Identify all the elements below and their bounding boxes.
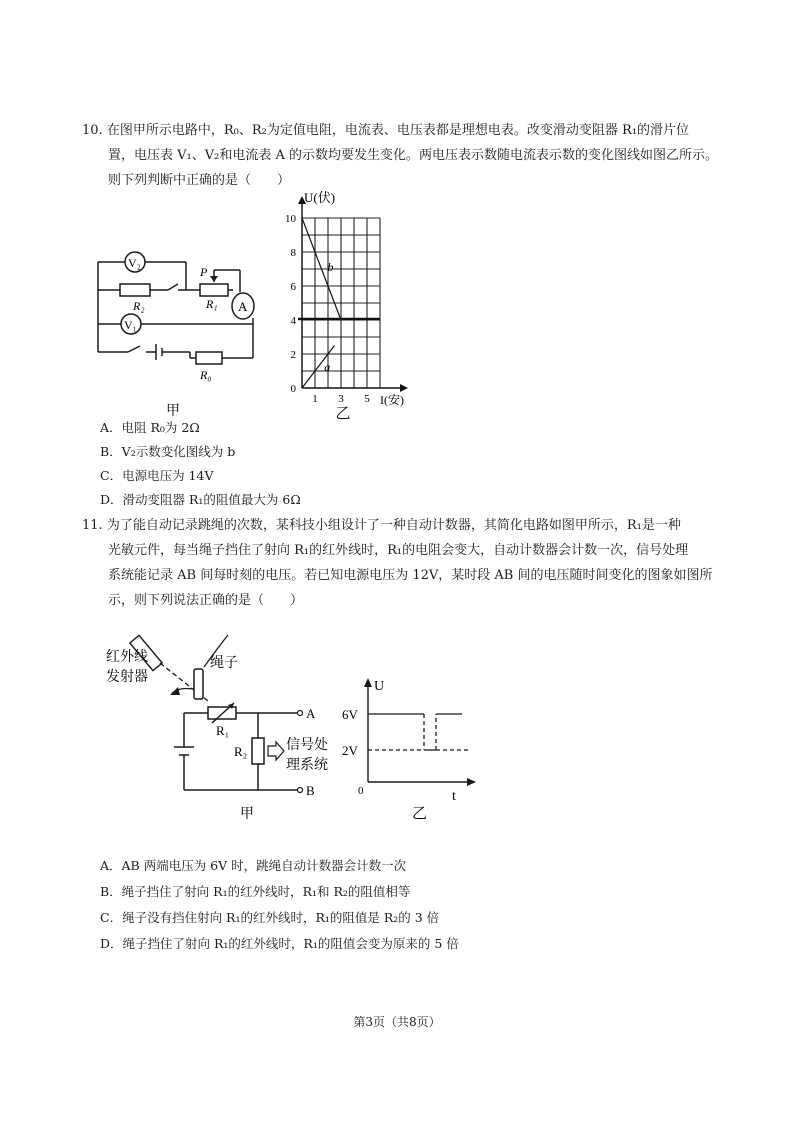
y-tick-label: 8	[290, 247, 296, 259]
q11-graph-caption: 乙	[412, 806, 428, 822]
emitter-label-2: 发射器	[106, 670, 148, 685]
q11-line1: 为了能自动记录跳绳的次数，某科技小组设计了一种自动计数器，其简化电路如图甲所示，R₁是一种	[106, 518, 681, 533]
q11-circuit-caption: 甲	[240, 807, 254, 822]
terminal-b-label: B	[306, 783, 315, 798]
page-footer: 第3页（共8页）	[353, 1015, 441, 1029]
signal-label-2: 理系统	[286, 758, 328, 773]
q11-r2-label: R₂	[234, 744, 248, 759]
ut-waveform	[368, 714, 468, 750]
origin-label: 0	[358, 785, 364, 797]
q11-option-d[interactable]: D．绳子挡住了射向 R₁的红外线时，R₁的阻值会变为原来的 5 倍	[100, 936, 459, 951]
q11-option-c[interactable]: C．绳子没有挡住射向 R₁的红外线时，R₁的阻值是 R₂的 3 倍	[100, 910, 440, 925]
v1-label: V₁	[124, 318, 137, 332]
q11-circuit-diagram	[100, 625, 340, 825]
q10-line3: 则下列判断中正确的是（ ）	[108, 173, 291, 188]
slider-arrow-icon	[210, 276, 218, 282]
y-tick-label: 6	[290, 281, 296, 293]
chart-grid	[298, 218, 380, 388]
q11-ut-graph	[340, 672, 480, 822]
q10-text	[82, 118, 732, 193]
y-tick-label: 4	[290, 315, 296, 327]
ammeter-label: A	[238, 299, 248, 314]
q11-line4: 示，则下列说法正确的是（ ）	[108, 593, 304, 608]
x-axis-label: I(安)	[380, 393, 404, 407]
q11-options	[100, 858, 459, 962]
x-tick-label: 1	[312, 393, 318, 405]
q11-line3: 系统能记录 AB 间每时刻的电压。若已知电源电压为 12V，某时段 AB 间的电压随时间变化的图象如图所	[108, 568, 713, 583]
signal-arrow-icon	[268, 742, 284, 760]
emitter-label-1: 红外线	[106, 650, 148, 665]
u-axis-label: U	[374, 679, 385, 694]
rope-label: 绳子	[210, 656, 238, 671]
signal-label-1: 信号处	[286, 738, 328, 753]
y-axis-label: U(伏)	[304, 190, 336, 205]
low-voltage-label: 2V	[342, 743, 358, 758]
y-tick-label: 10	[285, 213, 296, 225]
q10-line1: 在图甲所示电路中，R₀、R₂为定值电阻，电流表、电压表都是理想电表。改变滑动变阻器 R₁的滑片位	[106, 123, 689, 138]
y-tick-label: 0	[290, 383, 296, 395]
terminal-b	[298, 788, 303, 793]
q10-circuit-diagram	[88, 240, 273, 420]
q11-number: 11.	[82, 518, 103, 533]
x-tick-label: 3	[338, 393, 344, 405]
q11-line2: 光敏元件，每当绳子挡住了射向 R₁的红外线时，R₁的电阻会变大，自动计数器会计数一次，信号处理	[108, 543, 689, 558]
x-tick-label: 5	[364, 393, 370, 405]
q10-option-b[interactable]: B．V₂示数变化图线为 b	[100, 444, 236, 459]
q10-options	[100, 420, 301, 516]
q10-line2: 置，电压表 V₁、V₂和电流表 A 的示数均要发生变化。两电压表示数随电流表示数的变化图线如图乙所示。	[108, 148, 718, 163]
q10-number: 10.	[82, 123, 103, 138]
q11-option-b[interactable]: B．绳子挡住了射向 R₁的红外线时，R₁和 R₂的阻值相等	[100, 884, 411, 899]
p-label: P	[200, 265, 208, 279]
t-axis-arrow-icon	[467, 778, 476, 786]
q11-text	[82, 513, 732, 613]
terminal-a-label: A	[306, 706, 316, 721]
x-axis-arrow-icon	[400, 384, 408, 392]
series-label-b: b	[327, 260, 334, 274]
series-label-a: a	[324, 359, 331, 374]
q10-option-c[interactable]: C．电源电压为 14V	[100, 468, 214, 483]
r1-label: R₁	[206, 297, 218, 311]
high-voltage-label: 6V	[342, 707, 358, 722]
q10-option-a[interactable]: A．电阻 R₀为 2Ω	[100, 420, 200, 435]
q11-option-a[interactable]: A．AB 两端电压为 6V 时，跳绳自动计数器会计数一次	[100, 858, 407, 873]
q10-circuit-caption: 甲	[166, 404, 180, 419]
v2-label: V₂	[128, 256, 141, 270]
y-tick-label: 2	[290, 349, 296, 361]
q11-r1-label: R₁	[216, 723, 230, 738]
t-axis-label: t	[452, 789, 456, 804]
terminal-a	[298, 711, 303, 716]
q10-ui-graph	[270, 188, 420, 420]
r2-label: R₂	[133, 299, 145, 313]
u-axis-arrow-icon	[364, 678, 372, 687]
r0-label: R₀	[200, 368, 212, 382]
q10-option-d[interactable]: D．滑动变阻器 R₁的阻值最大为 6Ω	[100, 492, 301, 507]
chart-caption: 乙	[335, 406, 351, 420]
chart-labels	[285, 190, 404, 420]
